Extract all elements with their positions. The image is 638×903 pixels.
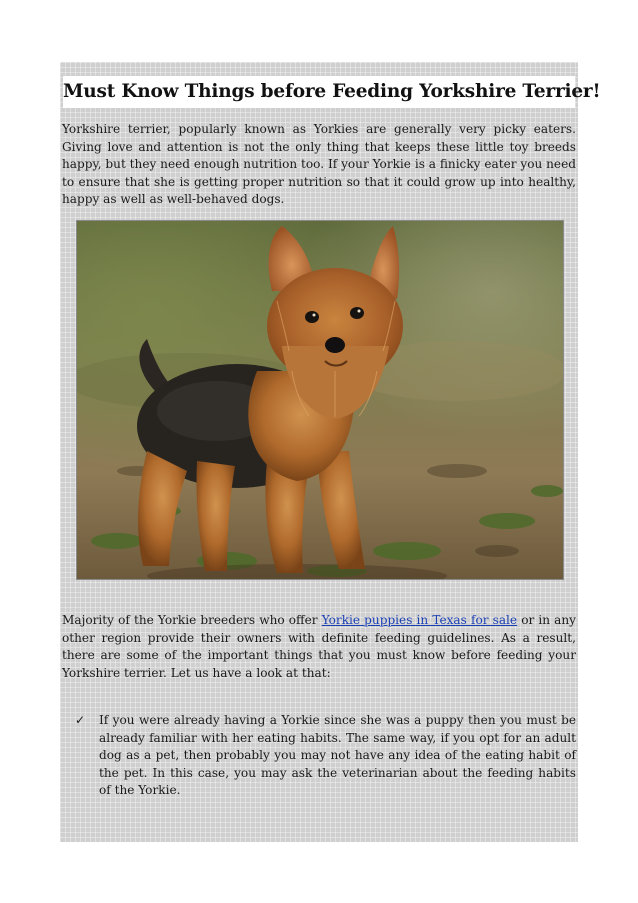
yorkie-puppies-link[interactable]: Yorkie puppies in Texas for sale (321, 613, 518, 627)
intro-paragraph: Yorkshire terrier, popularly known as Yorkies are generally very picky eaters. Giving love and attention is not the only thing that keeps these little toy breeds happy, but they need enough nutrition too. If your Yorkie is a finicky eater you need to ensure that she is getting proper nutrition so that it could grow up into healthy, happy as well as well-behaved dogs. (62, 122, 576, 207)
page-title: Must Know Things before Feeding Yorkshire Terrier! (63, 81, 601, 102)
breeders-paragraph (62, 612, 576, 682)
para2-text-end: or in any other region provide their owners with definite feeding guidelines. As a result, there are some of the important things that you must know before feeding your Yorkshire terrier. Let us have a look at that: (62, 613, 576, 680)
dog-image (77, 221, 564, 580)
list-item (75, 712, 576, 800)
document-page (60, 62, 601, 842)
para2-text-start: Majority of the Yorkie breeders who offer (62, 613, 322, 627)
yorkshire-terrier-photo (76, 220, 564, 580)
check-icon: ✓ (75, 713, 86, 727)
title-box (63, 76, 601, 108)
bullet-text: If you were already having a Yorkie since she was a puppy then you must be already familiar with her eating habits. The same way, if you opt for an adult dog as a pet, then probably you may not have any idea of the eating habit of the pet. In this case, you may ask the veterinarian about the feeding habits of the Yorkie. (99, 713, 576, 798)
